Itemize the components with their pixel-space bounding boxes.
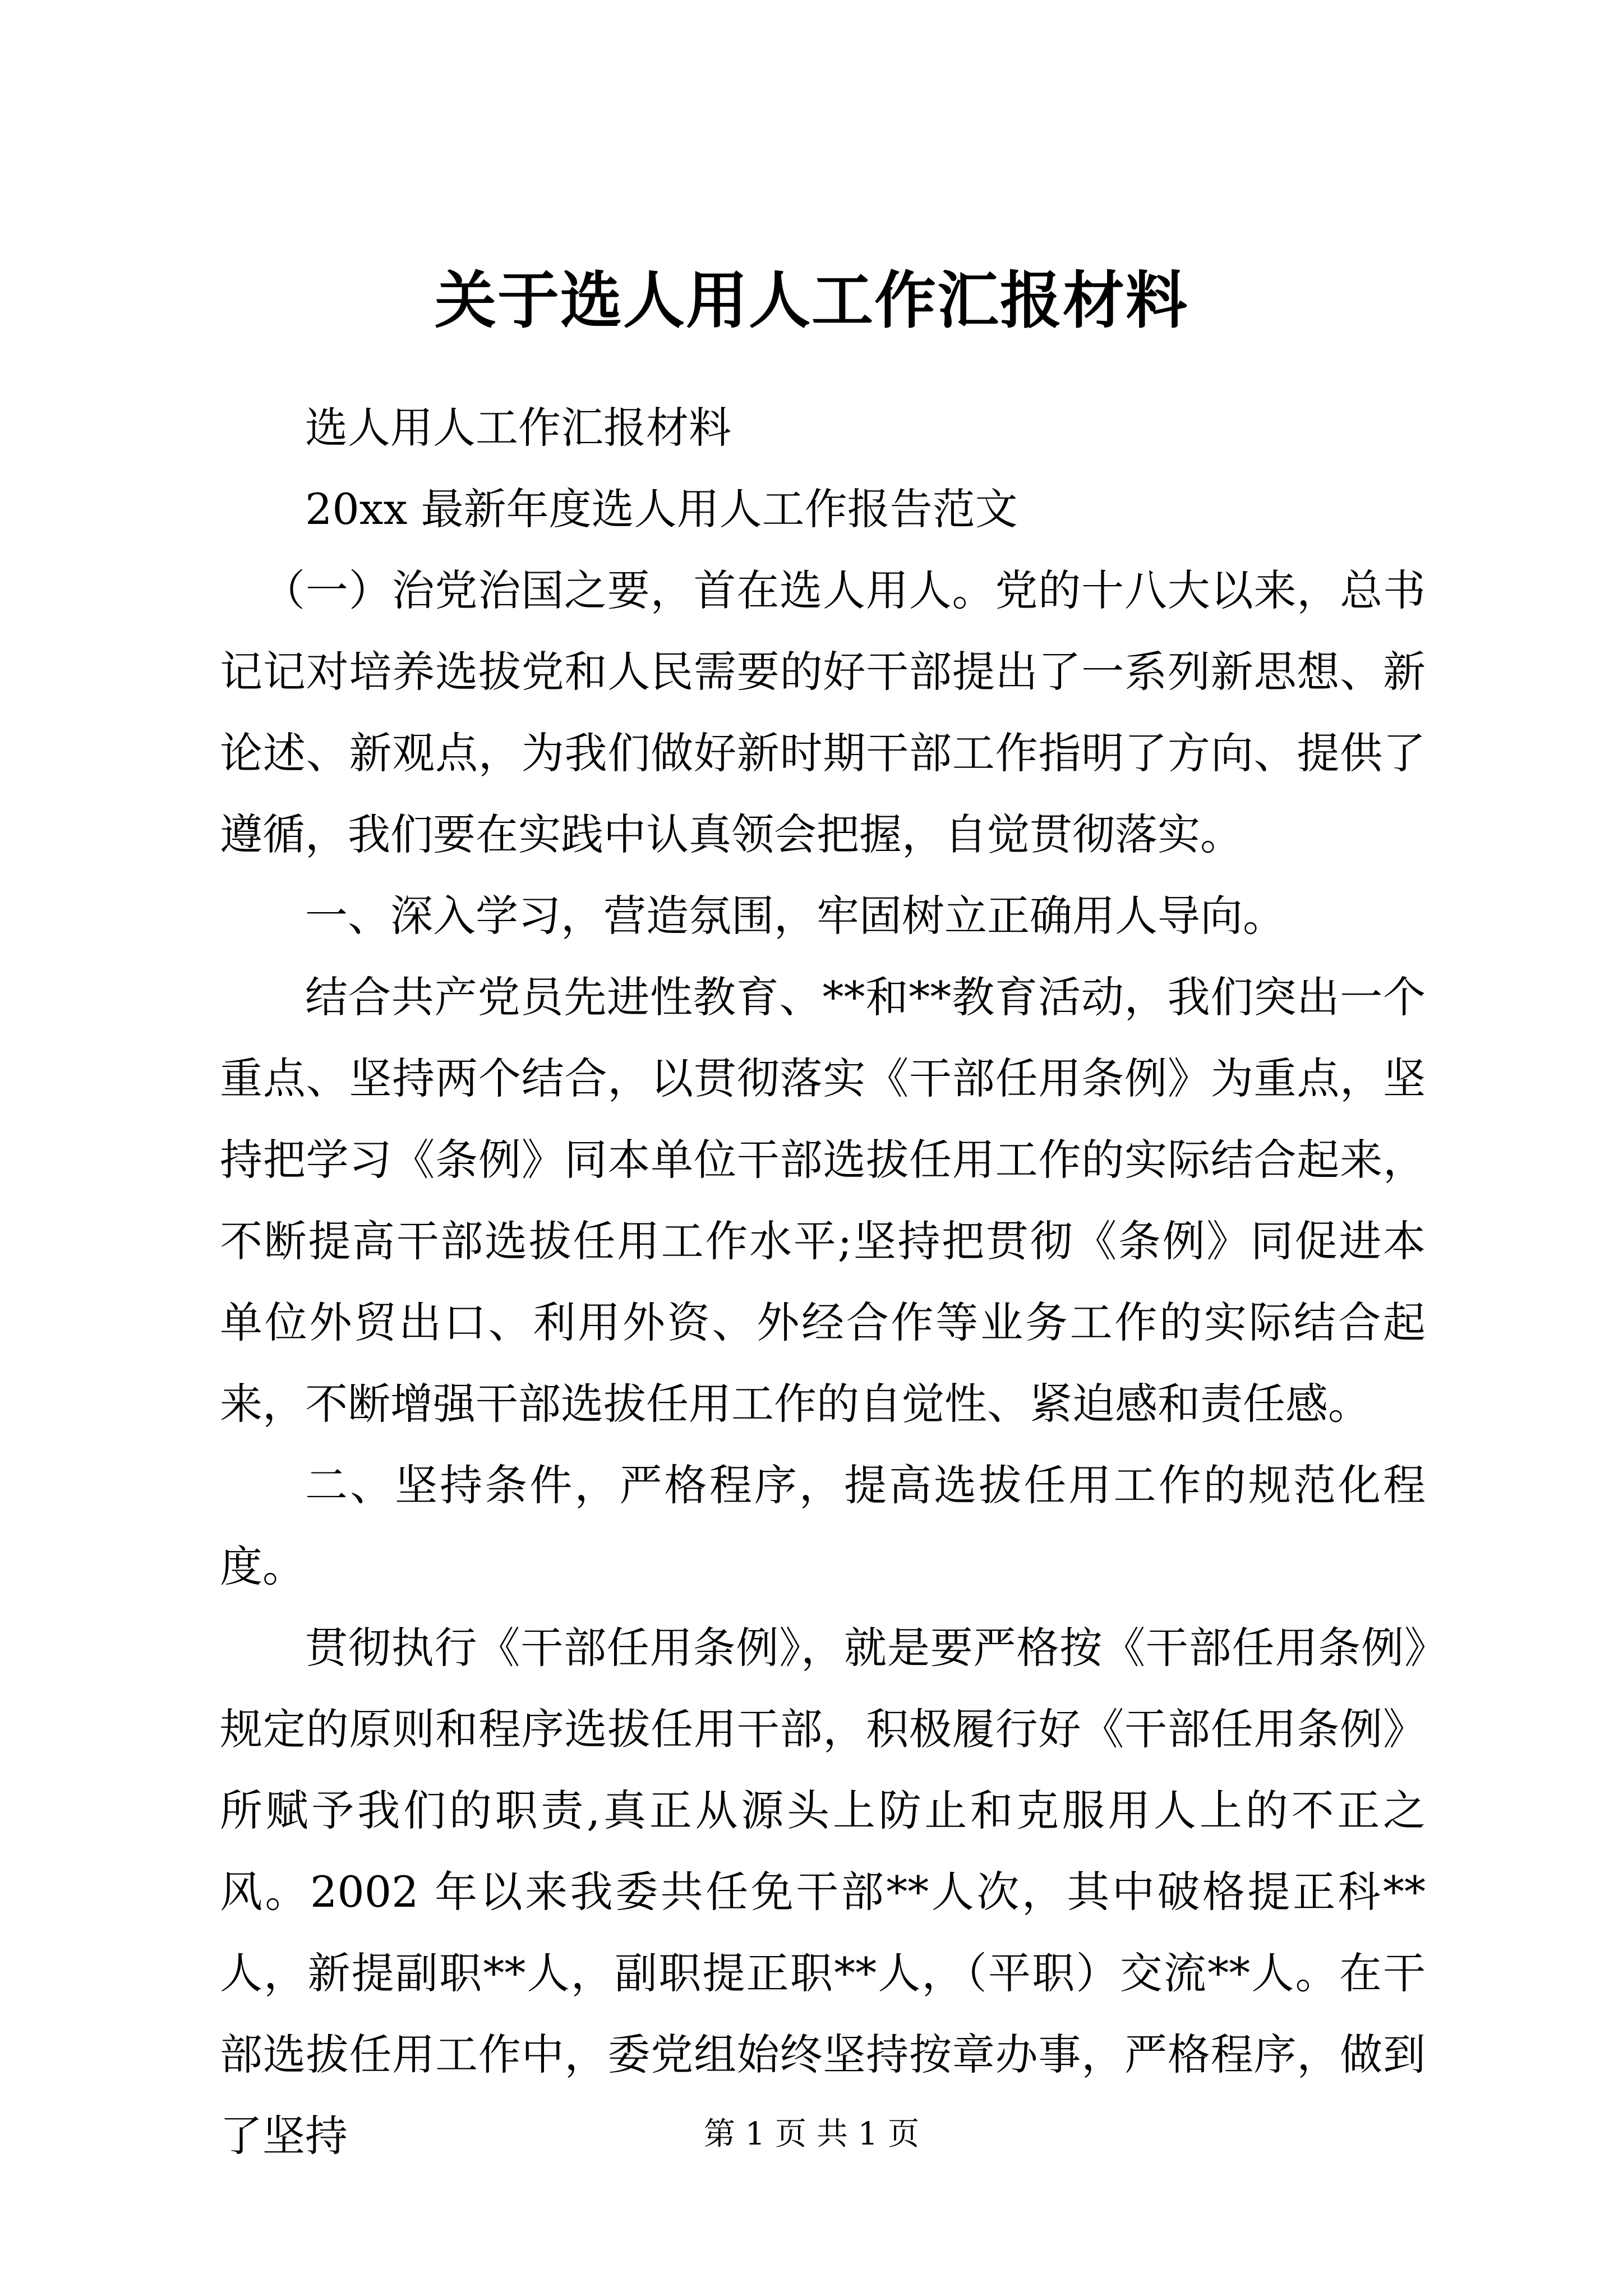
- paragraph: 一、深入学习，营造氛围，牢固树立正确用人导向。: [305, 891, 1285, 941]
- paragraph: 结合共产党员先进性教育、**和**教育活动，我们突出一个重点、坚持两个结合，以贯彻落实《干部任用条例》为重点，坚持把学习《条例》同本单位干部选拔任用工作的实际结合起来，不断提高干部选拔任用工作水平;坚持把贯彻《条例》同促进本单位外贸出口、利用外资、外经合作等业务工作的实际结合起来，不断增强干部选拔任用工作的自觉性、紧迫感和责任感。: [220, 972, 1426, 1429]
- document-body: [220, 387, 1426, 2177]
- page-footer: 第 1 页 共 1 页: [703, 2116, 920, 2152]
- document-title: 关于选人用人工作汇报材料: [435, 264, 1188, 337]
- paragraph: 二、坚持条件，严格程序，提高选拔任用工作的规范化程度。: [220, 1460, 1426, 1591]
- paragraph: 20xx 最新年度选人用人工作报告范文: [305, 484, 1018, 534]
- paragraph: 选人用人工作汇报材料: [305, 403, 731, 453]
- paragraph: （一）治党治国之要，首在选人用人。党的十八大以来，总书记记对培养选拔党和人民需要的好干部提出了一系列新思想、新论述、新观点，为我们做好新时期干部工作指明了方向、提供了遵循，我们要在实践中认真领会把握，自觉贯彻落实。: [220, 565, 1426, 859]
- paragraph: 贯彻执行《干部任用条例》，就是要严格按《干部任用条例》规定的原则和程序选拔任用干部，积极履行好《干部任用条例》所赋予我们的职责,真正从源头上防止和克服用人上的不正之风。2002 年以来我委共任免干部**人次，其中破格提正科**人，新提副职**人，副职提正职**人，（平职）交流**人。在干部选拔任用工作中，委党组始终坚持按章办事，严格程序，做到了坚持: [220, 1623, 1426, 2161]
